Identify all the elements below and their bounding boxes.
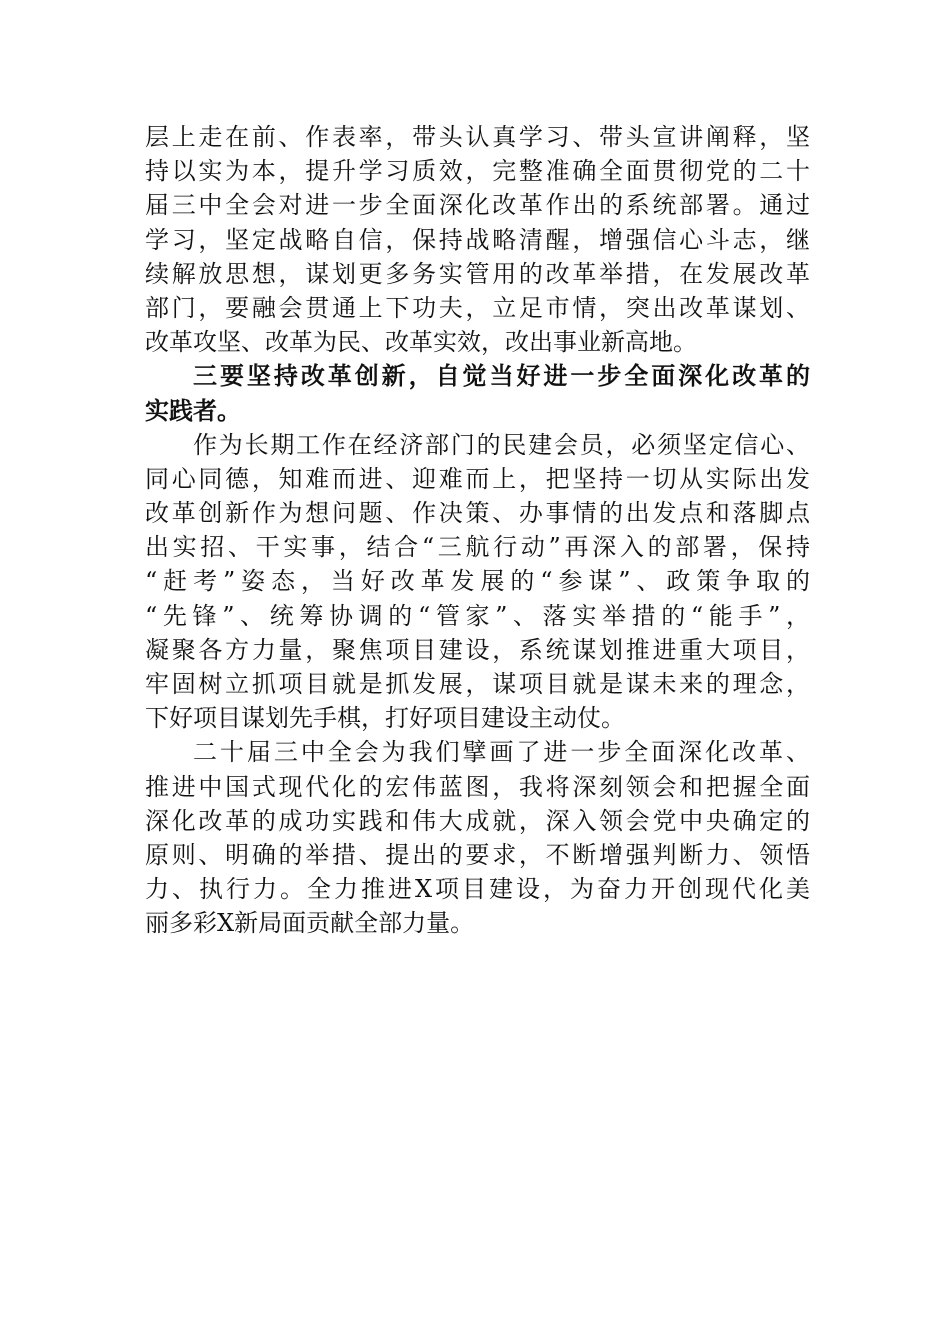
text-line: “先锋”、统筹协调的“管家”、落实举措的“能手”， — [145, 601, 810, 630]
text-line: 二十届三中全会为我们擘画了进一步全面深化改革、 — [193, 738, 810, 767]
heading-line: 三要坚持改革创新，自觉当好进一步全面深化改革的 — [193, 361, 810, 391]
text-line: “赶考”姿态，当好改革发展的“参谋”、政策争取的 — [145, 567, 810, 596]
text-line: 丽多彩X新局面贡献全部力量。 — [145, 909, 475, 938]
text-line: 持以实为本，提升学习质效，完整准确全面贯彻党的二十 — [145, 157, 810, 186]
text-line: 牢固树立抓项目就是抓发展，谋项目就是谋未来的理念， — [145, 670, 810, 698]
text-line: 作为长期工作在经济部门的民建会员，必须坚定信心、 — [193, 430, 810, 459]
text-line: 同心同德，知难而进、迎难而上，把坚持一切从实际出发 — [145, 464, 810, 493]
text-line: 续解放思想，谋划更多务实管用的改革举措，在发展改革 — [145, 259, 810, 288]
text-line: 层上走在前、作表率，带头认真学习、带头宣讲阐释，坚 — [145, 123, 810, 151]
text-line: 原则、明确的举措、提出的要求，不断增强判断力、领悟 — [145, 840, 810, 869]
text-line: 力、执行力。全力推进X项目建设，为奋力开创现代化美 — [145, 875, 810, 904]
text-line: 学习，坚定战略自信，保持战略清醒，增强信心斗志，继 — [145, 225, 810, 254]
paragraph-1 — [145, 120, 810, 359]
text-line: 部门，要融会贯通上下功夫，立足市情，突出改革谋划、 — [145, 293, 810, 322]
text-line: 届三中全会对进一步全面深化改革作出的系统部署。通过 — [145, 191, 810, 220]
text-line: 改革攻坚、改革为民、改革实效，改出事业新高地。 — [145, 328, 697, 357]
text-line: 凝聚各方力量，聚焦项目建设，系统谋划推进重大项目， — [145, 635, 810, 664]
paragraph-2 — [145, 428, 810, 736]
text-line: 改革创新作为想问题、作决策、办事情的出发点和落脚点 — [145, 499, 810, 528]
text-line: 推进中国式现代化的宏伟蓝图，我将深刻领会和把握全面 — [145, 772, 810, 801]
paragraph-3 — [145, 735, 810, 940]
text-line: 下好项目谋划先手棋，打好项目建设主动仗。 — [145, 704, 625, 733]
heading-line: 实践者。 — [145, 395, 241, 425]
text-line: 深化改革的成功实践和伟大成就，深入领会党中央确定的 — [145, 806, 810, 835]
section-heading — [145, 359, 810, 427]
text-line: 出实招、干实事，结合“三航行动”再深入的部署，保持 — [145, 533, 810, 562]
document-body — [145, 120, 810, 941]
